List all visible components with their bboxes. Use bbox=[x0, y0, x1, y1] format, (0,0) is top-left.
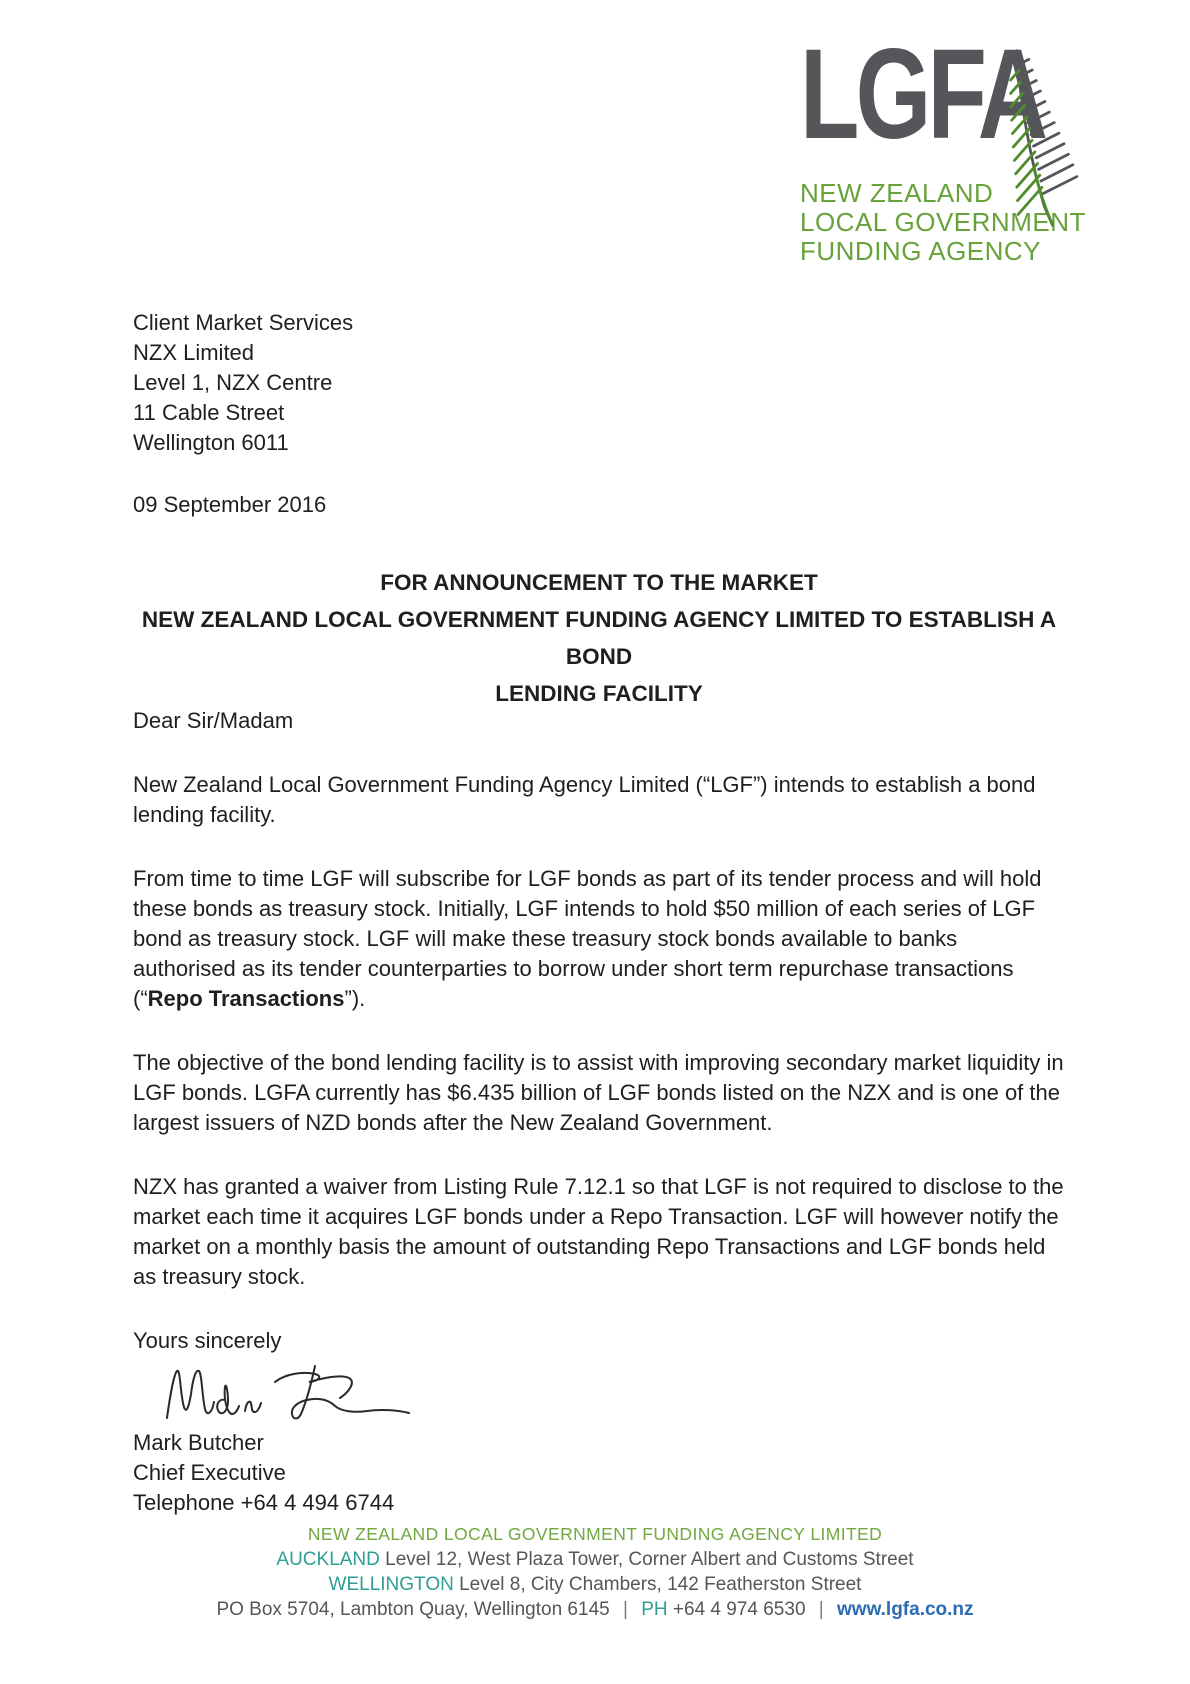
closing: Yours sincerely bbox=[133, 1328, 282, 1353]
paragraph-2-text: From time to time LGF will subscribe for LGF bonds as part of its tender process and will hold these bonds as treasury stock. Initially, LGF intends to hold $50 million of each series of LGF bond as treasury stock. LGF will make these treasury stock bonds available to banks authorised as its tender counterparties to borrow under short term repurchase transactions (“ bbox=[133, 866, 1042, 1011]
paragraph-1: New Zealand Local Government Funding Agency Limited (“LGF”) intends to establish a bond lending facility. bbox=[133, 772, 1036, 827]
paragraph-2-bold-term: Repo Transactions bbox=[147, 986, 345, 1011]
phone-number: +64 4 974 6530 bbox=[672, 1599, 806, 1620]
letter-body bbox=[133, 706, 1065, 1518]
separator-bar: | bbox=[623, 1599, 628, 1620]
footer-auckland-line bbox=[0, 1547, 1190, 1572]
signatory-name: Mark Butcher bbox=[133, 1430, 264, 1455]
handwritten-signature bbox=[157, 1358, 427, 1428]
lgfa-logo bbox=[800, 23, 1121, 266]
auckland-address: Level 12, West Plaza Tower, Corner Albert and Customs Street bbox=[385, 1549, 914, 1570]
phone-label: PH bbox=[641, 1599, 668, 1620]
announcement-heading bbox=[133, 564, 1065, 712]
heading-line: NEW ZEALAND LOCAL GOVERNMENT FUNDING AGENCY LIMITED TO ESTABLISH A BOND bbox=[141, 607, 1057, 669]
auckland-label: AUCKLAND bbox=[276, 1549, 380, 1570]
heading-line: FOR ANNOUNCEMENT TO THE MARKET bbox=[380, 570, 818, 595]
recipient-line: NZX Limited bbox=[133, 340, 255, 365]
letter-date: 09 September 2016 bbox=[133, 492, 327, 517]
recipient-line: 11 Cable Street bbox=[133, 400, 285, 425]
tagline-line: LOCAL GOVERNMENT bbox=[800, 207, 1086, 237]
po-box: PO Box 5704, Lambton Quay, Wellington 6145 bbox=[216, 1599, 610, 1620]
paragraph-2 bbox=[133, 864, 1065, 1014]
signatory-phone: Telephone +64 4 494 6744 bbox=[133, 1490, 395, 1515]
recipient-line: Level 1, NZX Centre bbox=[133, 370, 333, 395]
footer-wellington-line bbox=[0, 1572, 1190, 1597]
wellington-address: Level 8, City Chambers, 142 Featherston Street bbox=[459, 1574, 862, 1595]
paragraph-4: NZX has granted a waiver from Listing Rule 7.12.1 so that LGF is not required to disclose to the market each time it acquires LGF bonds under a Repo Transaction. LGF will however notify the market on a monthly basis the amount of outstanding Repo Transactions and LGF bonds held as treasury stock. bbox=[133, 1174, 1064, 1289]
tagline-line: NEW ZEALAND bbox=[800, 178, 994, 208]
website-link[interactable]: www.lgfa.co.nz bbox=[837, 1599, 974, 1620]
footer-contact-line bbox=[0, 1597, 1190, 1622]
signatory-block bbox=[133, 1428, 1065, 1518]
wellington-label: WELLINGTON bbox=[328, 1574, 454, 1595]
paragraph-2-text: ”). bbox=[344, 986, 366, 1011]
recipient-address bbox=[133, 308, 353, 458]
recipient-line: Wellington 6011 bbox=[133, 430, 289, 455]
tagline-line: FUNDING AGENCY bbox=[800, 236, 1042, 266]
heading-line: LENDING FACILITY bbox=[495, 681, 703, 706]
salutation: Dear Sir/Madam bbox=[133, 708, 294, 733]
letterhead-footer bbox=[0, 1522, 1190, 1622]
lgfa-wordmark: LGFA bbox=[800, 23, 1045, 166]
separator-bar: | bbox=[818, 1599, 824, 1620]
footer-company-name: NEW ZEALAND LOCAL GOVERNMENT FUNDING AGENCY LIMITED bbox=[307, 1524, 883, 1544]
silver-fern-icon bbox=[950, 46, 1090, 238]
recipient-line: Client Market Services bbox=[133, 310, 354, 335]
signatory-title: Chief Executive bbox=[133, 1460, 286, 1485]
paragraph-3: The objective of the bond lending facility is to assist with improving secondary market liquidity in LGF bonds. LGFA currently has $6.435 billion of LGF bonds listed on the NZX and is one of the largest issuers of NZD bonds after the New Zealand Government. bbox=[133, 1050, 1064, 1135]
